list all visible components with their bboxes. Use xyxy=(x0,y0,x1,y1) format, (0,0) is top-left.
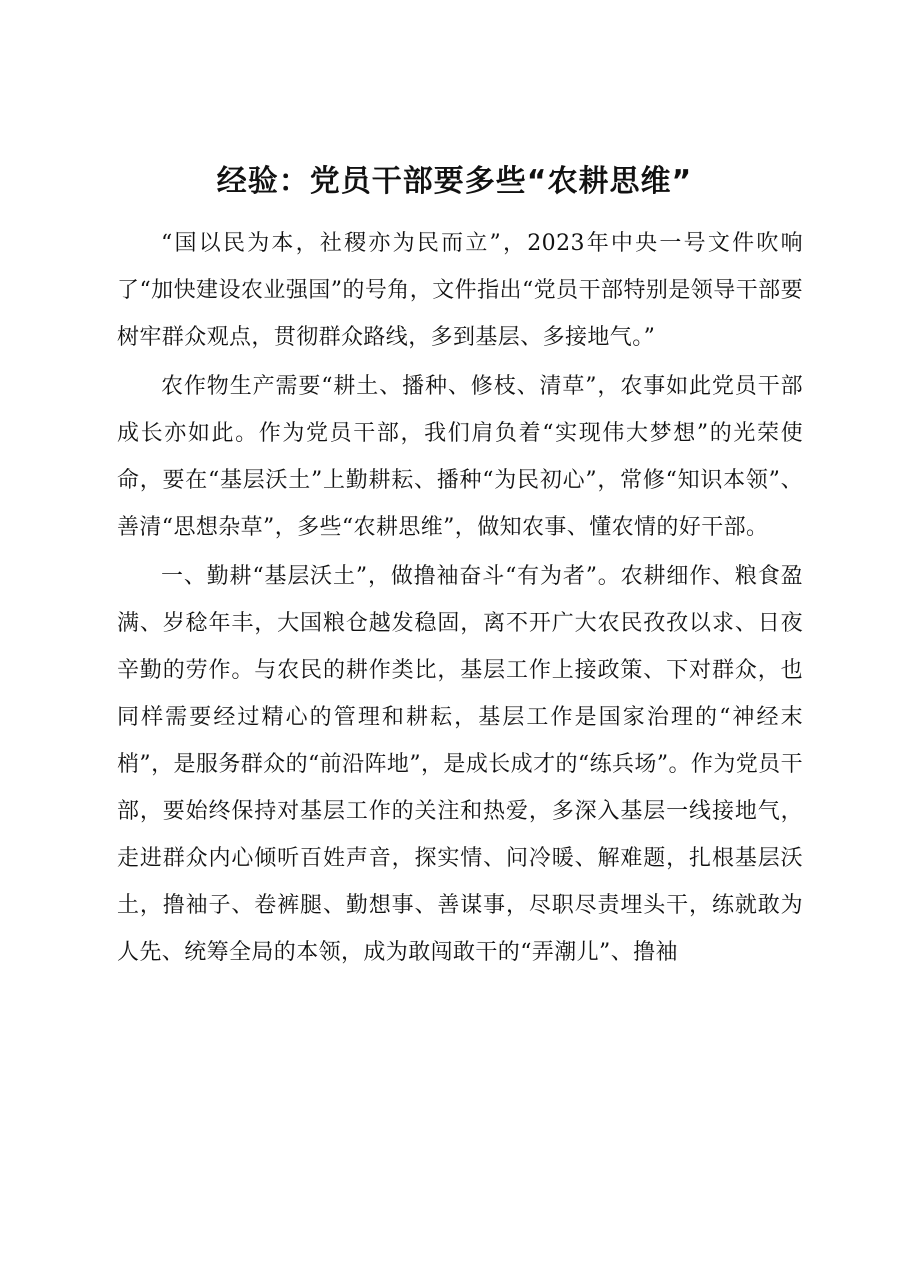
paragraph-2: 农作物生产需要“耕土、播种、修枝、清草”，农事如此党员干部成长亦如此。作为党员干部，我们肩负着“实现伟大梦想”的光荣使命，要在“基层沃土”上勤耕耘、播种“为民初心”，常修“知识本领”、善清“思想杂草”，多些“农耕思维”，做知农事、懂农情的好干部。 xyxy=(117,374,803,540)
document-title: 经验：党员干部要多些“农耕思维” xyxy=(216,164,693,199)
document-body xyxy=(117,220,803,978)
paragraph-3: 一、勤耕“基层沃土”，做撸袖奋斗“有为者”。农耕细作、粮食盈满、岁稔年丰，大国粮仓越发稳固，离不开广大农民孜孜以求、日夜辛勤的劳作。与农民的耕作类比，基层工作上接政策、下对群众，也同样需要经过精心的管理和耕耘，基层工作是国家治理的“神经末梢”，是服务群众的“前沿阵地”，是成长成才的“练兵场”。作为党员干部，要始终保持对基层工作的关注和热爱，多深入基层一线接地气，走进群众内心倾听百姓声音，探实情、问冷暖、解难题，扎根基层沃土，撸袖子、卷裤腿、勤想事、善谋事，尽职尽责埋头干，练就敢为人先、统筹全局的本领，成为敢闯敢干的“弄潮儿”、撸袖 xyxy=(117,564,803,965)
paragraph-1: “国以民为本，社稷亦为民而立”，2023年中央一号文件吹响了“加快建设农业强国”的号角，文件指出“党员干部特别是领导干部要树牢群众观点，贯彻群众路线，多到基层、多接地气。” xyxy=(117,231,803,350)
